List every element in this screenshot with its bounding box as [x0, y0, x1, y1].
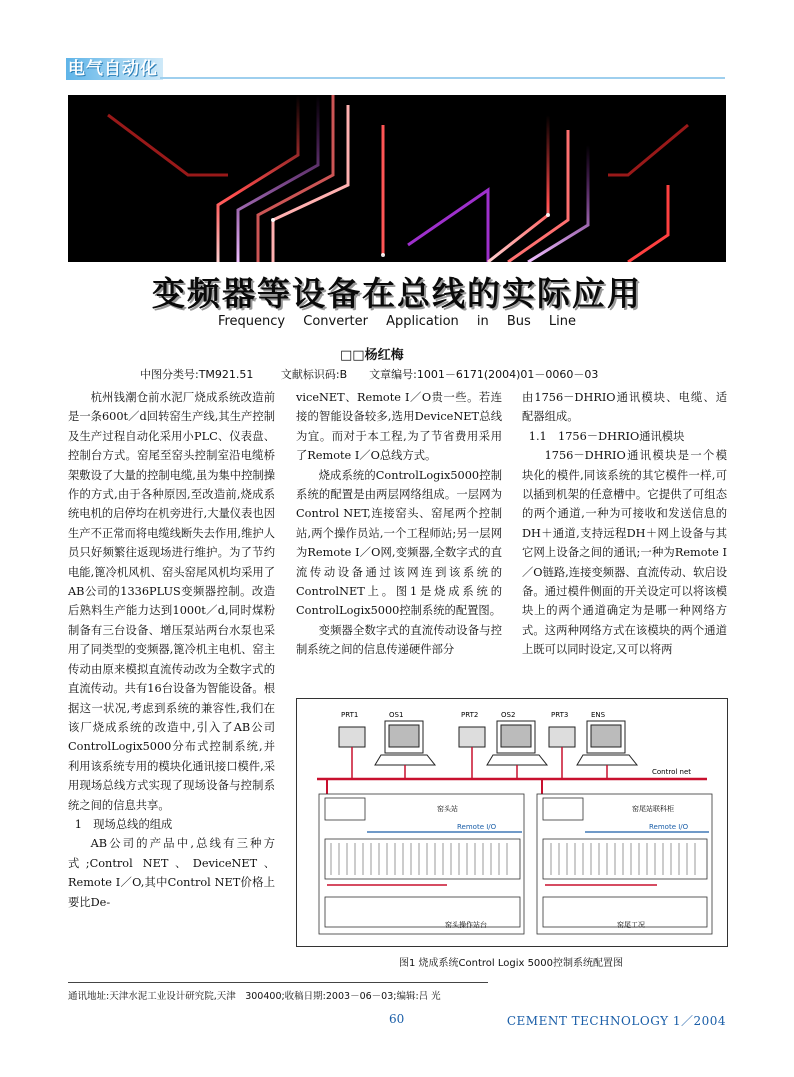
section-rule	[160, 77, 725, 79]
paragraph: viceNET、Remote I／O贵一些。若连接的智能设备较多,选用DeviceNET总线为宜。而对于本工程,为了节省费用采用了Remote I／O总线方式。	[296, 391, 502, 463]
station-bottom-label: 窑尾工况	[617, 921, 645, 929]
paragraph: AB公司的产品中,总线有三种方式;Control NET、DeviceNET、Remote I／O,其中Control NET价格上要比De-	[68, 837, 275, 909]
paragraph: 变频器全数字式的直流传动设备与控制系统之间的信息传递硬件部分	[296, 623, 502, 657]
section-tag: 电气自动化	[66, 58, 163, 80]
paragraph: 1756－DHRIO通讯模块是一个模块化的模件,同该系统的其它模件一样,可以插到机架的任意槽中。它提供了可组态的两个通道,一种为可接收和发送信息的DH＋通道,支持远程DH＋网上设备与其它网上设备之间的通讯;一种为Remote I／O链路,连接变频器、直流传动、软启设备。通过模件侧面的开关设定可以将该模块上的两个通道确定为是哪一种网络方式。这两种网络方式在该模块的两个通道上既可以同时设定,又可以将两	[522, 449, 727, 657]
station-label: 窑头站	[437, 805, 458, 813]
right-station-rack	[537, 794, 712, 934]
pc-label: OS1	[389, 711, 404, 719]
paragraph: 烧成系统的ControlLogix5000控制系统的配置是由两层网络组成。一层网为Control NET,连接窑头、窑尾两个控制站,两个操作员站,一个工程师站;另一层网为Remote I／O网,变频器,全数字式的直流传动设备通过该网连到该系统的ControlNET上。图1是烧成系统的ControlLogix5000控制系统的配置图。	[296, 468, 502, 618]
pc-label: PRT3	[551, 711, 569, 719]
doc-code: 文献标识码:B	[280, 368, 348, 381]
operator-station-1	[339, 721, 435, 765]
footnote-rule	[68, 982, 488, 983]
article-title: 变频器等设备在总线的实际应用	[152, 274, 642, 313]
clc-number: 中图分类号:TM921.51	[140, 368, 254, 381]
remote-io-label: Remote I/O	[457, 823, 497, 831]
column-3	[522, 388, 727, 660]
pc-label: OS2	[501, 711, 516, 719]
column-2	[296, 388, 502, 660]
pc-label: PRT2	[461, 711, 479, 719]
section-heading: 1 现场总线的组成	[74, 817, 173, 831]
article-meta	[140, 366, 730, 382]
network-diagram	[297, 699, 727, 946]
net-label: Control net	[652, 768, 692, 776]
journal-name: CEMENT TECHNOLOGY 1／2004	[506, 1014, 726, 1028]
pc-label: PRT1	[341, 711, 359, 719]
banner-image	[68, 95, 726, 262]
pc-label: ENS	[591, 711, 606, 719]
article-number: 文章编号:1001－6171(2004)01－0060－03	[369, 368, 599, 381]
paragraph: 由1756－DHRIO通讯模块、电缆、适配器组成。	[522, 391, 727, 424]
article-subtitle: Frequency Converter Application in Bus Line	[217, 314, 577, 329]
page-number: 60	[389, 1012, 405, 1026]
figure-1	[296, 698, 728, 947]
station-label: 窑尾站联科柜	[632, 805, 674, 813]
paragraph: 杭州钱潮仓前水泥厂烧成系统改造前是一条600t／d回转窑生产线,其生产控制及生产过程自动化采用小PLC、仪表盘、控制台方式。窑尾至窑头控制室沿电缆桥架敷设了大量的控制电缆,虽为集中控制操作的方式,由于各种原因,至改造前,烧成系统电机的启停均在机旁进行,大量仪表也因生产不正常而将电缆线断失去作用,维护人员只好频繁往返现场进行维护。为了节约电能,篦冷机风机、窑头窑尾风机均采用了AB公司的1336PLUS变频器控制。改造后熟料生产能力达到1000t／d,同时煤粉制备有三台设备、增压泵站两台水泵也采用了同类型的变频器,篦冷机主电机、窑主传动由原来模拟直流传动改为全数字式的直流传动。共有16台设备为智能设备。根据这一状况,考虑到系统的兼容性,我们在该厂烧成系统的改造中,引入了AB公司ControlLogix5000分布式控制系统,并利用该系统专用的模块化通讯接口模件,采用现场总线方式实现了现场设备与控制系统之间的信息共享。	[68, 391, 275, 812]
section-heading: 1.1 1756－DHRIO通讯模块	[528, 429, 685, 443]
column-1	[68, 388, 275, 912]
left-station-rack	[319, 794, 524, 934]
author: □□杨红梅	[340, 348, 404, 363]
light-streaks-graphic	[68, 95, 726, 262]
station-bottom-label: 窑头操作站台	[445, 921, 487, 929]
remote-io-label: Remote I/O	[649, 823, 689, 831]
footnote: 通讯地址:天津水泥工业设计研究院,天津 300400;收稿日期:2003－06－03;编辑:吕 光	[68, 991, 441, 1002]
figure-caption: 图1 烧成系统Control Logix 5000控制系统配置图	[398, 958, 624, 969]
